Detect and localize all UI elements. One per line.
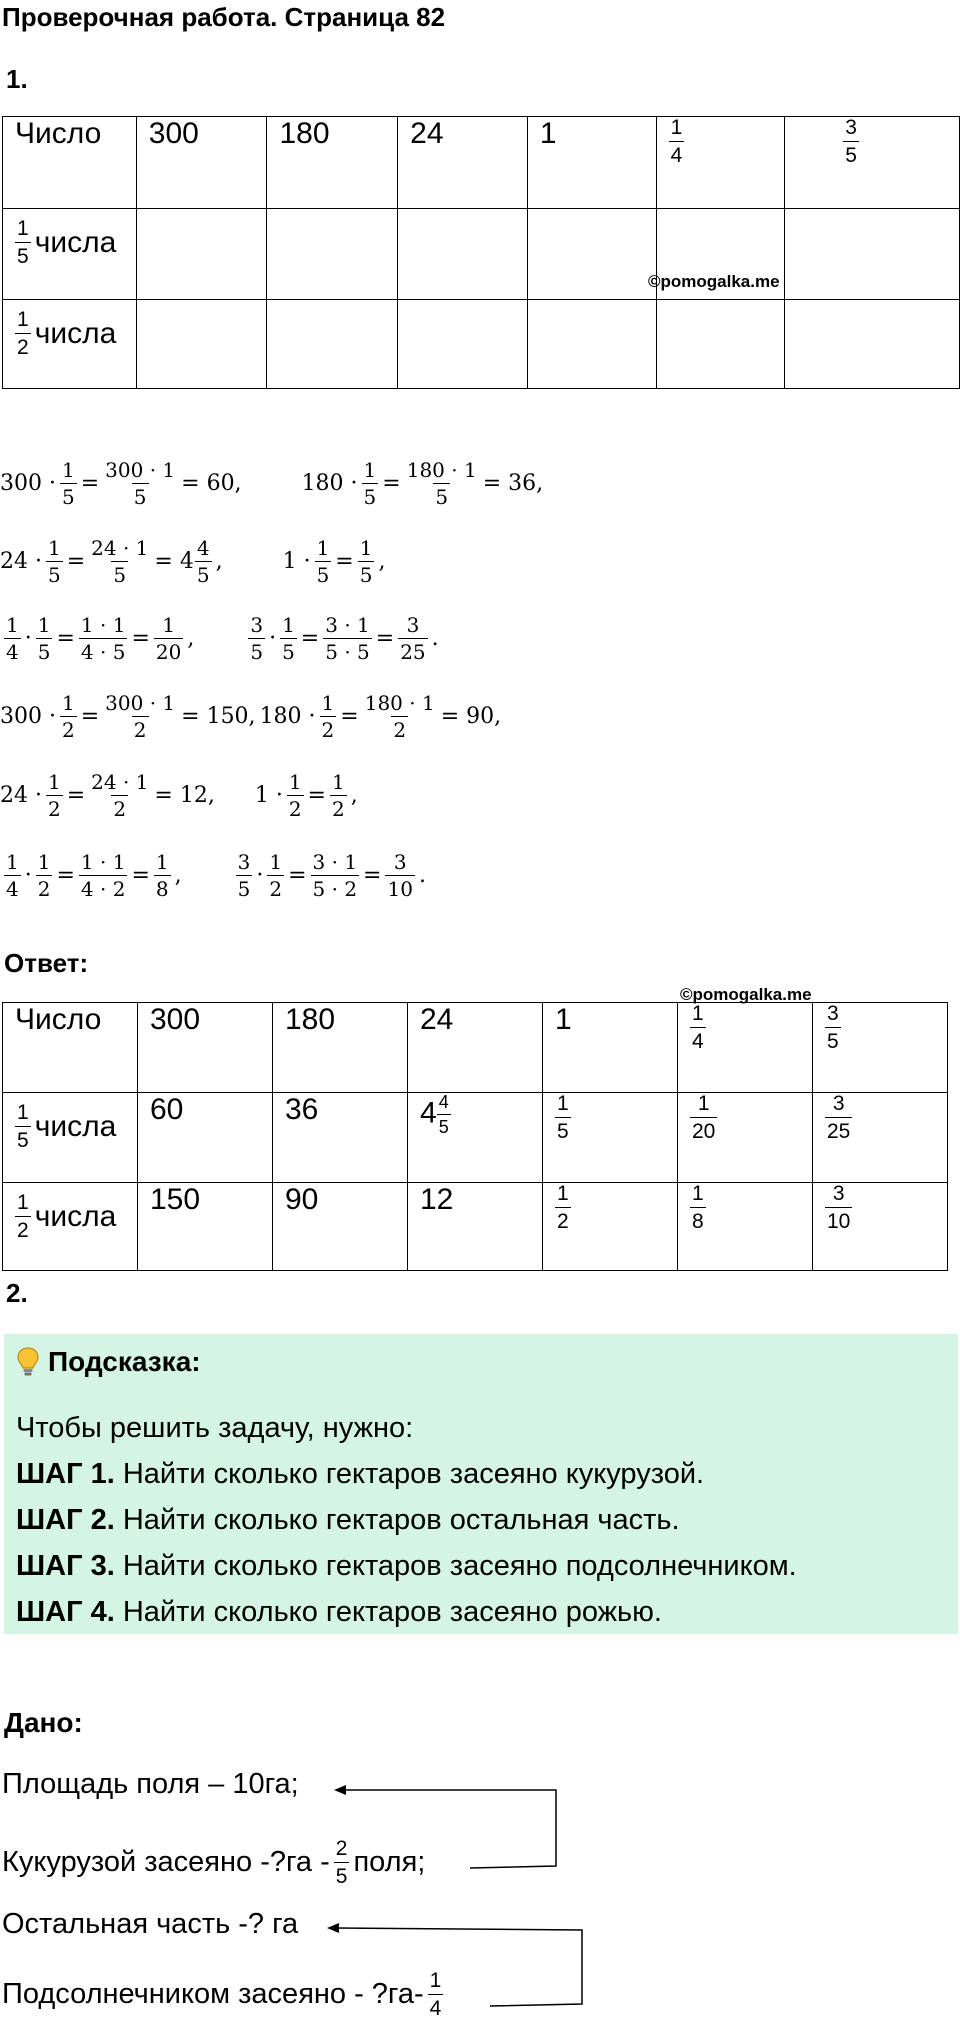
calc-line: $\frac{1}{4}$ · $\frac{1}{5}$ = $\frac{1 \cdot 1}{4 \cdot 5}$ = $\frac{1}{20}$ , $\frac{3}{5}$ · $\frac{1}{5}$ = $\frac{3 \cdot 1}{5 \cdot 5}$ = $\frac{3}{25}$ .	[6, 613, 439, 664]
value: 180	[279, 117, 330, 150]
answer-cell: $\frac{1}{8}$	[678, 1183, 813, 1271]
given-line: Остальная часть -? га	[2, 1908, 299, 1940]
row-label-cell: $\frac{1}{5}$ числа	[3, 1093, 138, 1183]
hint-step: ШАГ 4. Найти сколько гектаров засеяно рожью.	[16, 1596, 662, 1628]
value-cell	[136, 117, 267, 209]
fraction: $\frac{1}{2}$	[17, 308, 29, 359]
fraction: $\frac{1}{5}$	[17, 217, 29, 268]
value-cell: 180	[273, 1003, 408, 1093]
task-table	[2, 116, 960, 389]
header-label-cell	[3, 1003, 138, 1093]
answer-cell: $\frac{1}{2}$	[543, 1183, 678, 1271]
answer-label: Ответ:	[4, 948, 89, 978]
value-cell: 300	[138, 1003, 273, 1093]
watermark: ©pomogalka.me	[680, 985, 812, 1004]
header-label-cell	[3, 117, 137, 209]
given-line: Кукурузой засеяно -?га - $\frac{2}{5}$ поля;	[2, 1837, 426, 1888]
value: 1	[539, 117, 557, 150]
row-label-text: числа	[34, 316, 117, 350]
given-line: Площадь поля – 10га;	[2, 1768, 299, 1800]
lightbulb-icon	[16, 1346, 40, 1378]
value: 24	[410, 117, 444, 150]
answer-cell: 150	[138, 1183, 273, 1271]
bracket-arrows	[0, 1760, 960, 2026]
calc-line: $\frac{1}{4}$ · $\frac{1}{2}$ = $\frac{1 \cdot 1}{4 \cdot 2}$ = $\frac{1}{8}$ , $\frac{3}{5}$ · $\frac{1}{2}$ = $\frac{3 \cdot 1}{5 \cdot 2}$ = $\frac{3}{10}$ .	[6, 850, 426, 901]
calc-line: 300 · $\frac{1}{2}$ = $\frac{300 \cdot 1}{2}$ = 150, 180 · $\frac{1}{2}$ = $\frac{180 \cdot 1}{2}$ = 90,	[0, 691, 502, 742]
task-2-number: 2.	[6, 1278, 28, 1308]
header-label: Число	[15, 117, 102, 150]
answer-cell: 90	[273, 1183, 408, 1271]
watermark: ©pomogalka.me	[648, 272, 780, 291]
value-cell	[785, 117, 960, 209]
value: 300	[148, 117, 199, 150]
answer-cell: $\frac{1}{5}$	[543, 1093, 678, 1183]
answer-cell: 4 $\frac{4}{5}$	[408, 1093, 543, 1183]
given-label: Дано:	[4, 1707, 83, 1738]
fraction: $\frac{3}{5}$	[845, 116, 857, 167]
answer-cell: $\frac{3}{25}$	[813, 1093, 948, 1183]
answer-cell: 12	[408, 1183, 543, 1271]
row-label-cell	[3, 209, 137, 300]
value-cell	[267, 117, 398, 209]
value-cell	[527, 117, 656, 209]
row-label-cell	[3, 300, 137, 389]
hint-intro: Чтобы решить задачу, нужно:	[16, 1412, 414, 1444]
calc-line: 24 · $\frac{1}{2}$ = $\frac{24 \cdot 1}{2}$ = 12, 1 · $\frac{1}{2}$ = $\frac{1}{2}$ ,	[0, 770, 358, 821]
calc-line: 300 · $\frac{1}{5}$ = $\frac{300 \cdot 1}{5}$ = 60, 180 · $\frac{1}{5}$ = $\frac{180 \cdot 1}{5}$ = 36,	[0, 458, 544, 509]
value-cell	[398, 117, 528, 209]
answer-cell: $\frac{1}{20}$	[678, 1093, 813, 1183]
value-cell	[656, 117, 785, 209]
hint-step: ШАГ 2. Найти сколько гектаров остальная часть.	[16, 1504, 680, 1536]
fraction: $\frac{1}{4}$	[670, 116, 683, 167]
answer-table	[2, 1002, 948, 1271]
header-label: Число	[15, 1003, 102, 1036]
answer-cell: 36	[273, 1093, 408, 1183]
task-1-number: 1.	[6, 64, 28, 94]
hint-box	[4, 1334, 958, 1634]
value-cell: 24	[408, 1003, 543, 1093]
hint-step: ШАГ 1. Найти сколько гектаров засеяно кукурузой.	[16, 1458, 705, 1490]
calc-line: 24 · $\frac{1}{5}$ = $\frac{24 \cdot 1}{5}$ = 4 $\frac{4}{5}$ , 1 · $\frac{1}{5}$ = $\frac{1}{5}$ ,	[0, 536, 386, 587]
row-label-text: числа	[34, 225, 117, 259]
value-cell: $\frac{1}{4}$	[678, 1003, 813, 1093]
hint-title: Подсказка:	[48, 1346, 201, 1377]
hint-step: ШАГ 3. Найти сколько гектаров засеяно подсолнечником.	[16, 1550, 797, 1582]
page-title: Проверочная работа. Страница 82	[2, 2, 446, 32]
value-cell: $\frac{3}{5}$	[813, 1003, 948, 1093]
row-label-cell: $\frac{1}{2}$ числа	[3, 1183, 138, 1271]
answer-cell: 60	[138, 1093, 273, 1183]
value-cell: 1	[543, 1003, 678, 1093]
answer-cell: $\frac{3}{10}$	[813, 1183, 948, 1271]
given-line: Подсолнечником засеяно - ?га- $\frac{1}{4}$	[2, 1969, 442, 2020]
